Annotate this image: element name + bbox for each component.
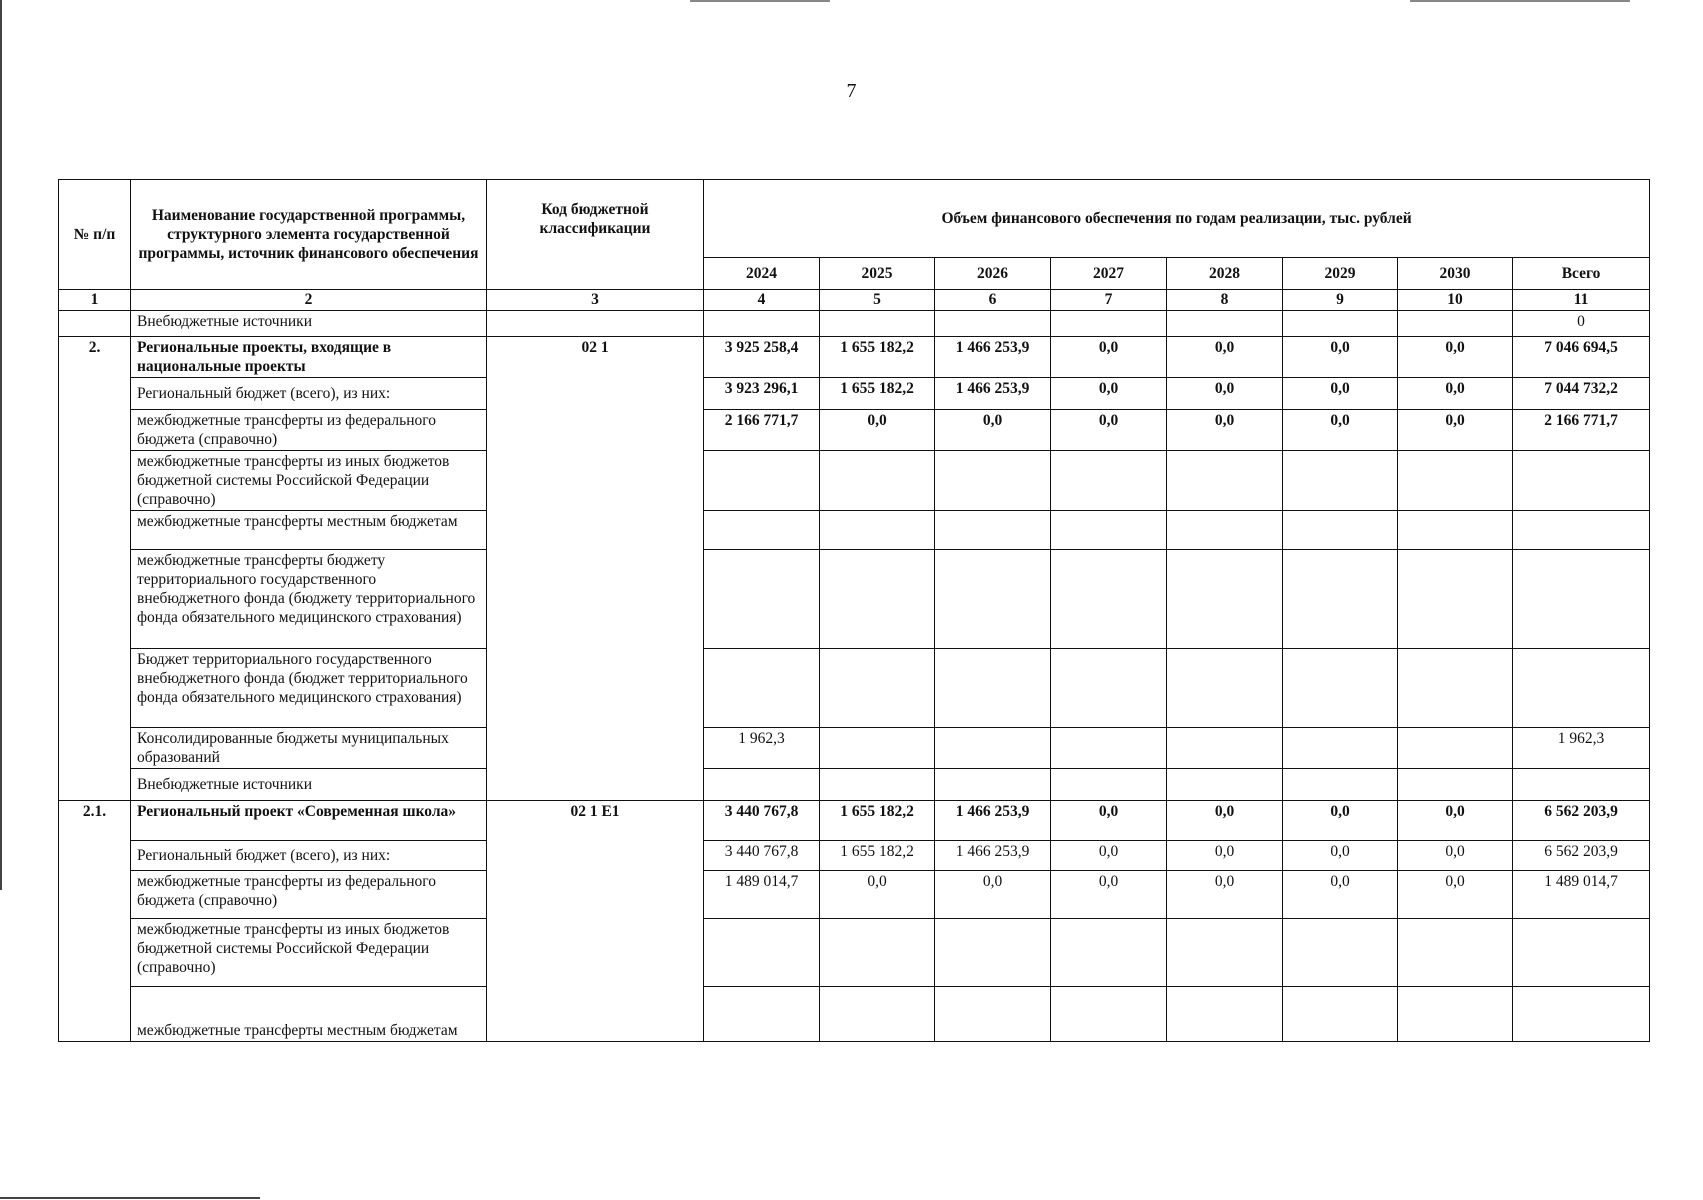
value-cell: 2 166 771,7 xyxy=(704,410,820,451)
value-cell: 1 962,3 xyxy=(704,728,820,769)
row-name: межбюджетные трансферты из иных бюджетов бюджетной системы Российской Федерации (справочно) xyxy=(131,919,487,987)
value-cell: 0,0 xyxy=(1051,801,1167,841)
column-number: 8 xyxy=(1167,290,1283,311)
header-row xyxy=(59,180,1650,258)
value-cell: 0,0 xyxy=(1283,410,1398,451)
value-cell: 1 655 182,2 xyxy=(820,337,935,378)
value-cell: 0,0 xyxy=(1398,337,1513,378)
value-cell: 3 923 296,1 xyxy=(704,378,820,410)
table-row xyxy=(59,410,1650,451)
row-name: Региональный проект «Современная школа» xyxy=(131,801,487,841)
header-total: Всего xyxy=(1513,258,1650,290)
table-row xyxy=(59,919,1650,987)
value-cell: 0,0 xyxy=(1051,378,1167,410)
header-year: 2027 xyxy=(1051,258,1167,290)
value-cell: 0,0 xyxy=(1167,871,1283,919)
row-name: межбюджетные трансферты бюджету территориального государственного внебюджетного фонда (бюджету территориального фонда обязательного медицинского страхования) xyxy=(131,550,487,649)
table-row xyxy=(59,550,1650,649)
row-name: межбюджетные трансферты местным бюджетам xyxy=(131,511,487,550)
table-row xyxy=(59,728,1650,769)
value-cell: 3 925 258,4 xyxy=(704,337,820,378)
value-cell: 0,0 xyxy=(1051,410,1167,451)
value-cell: 0,0 xyxy=(1167,841,1283,871)
value-cell: 0,0 xyxy=(1398,841,1513,871)
value-cell: 0,0 xyxy=(1167,337,1283,378)
value-cell: 0,0 xyxy=(1398,801,1513,841)
value-cell: 0,0 xyxy=(1283,801,1398,841)
value-cell: 1 655 182,2 xyxy=(820,801,935,841)
column-number: 2 xyxy=(131,290,487,311)
header-col-name: Наименование государственной программы, структурного элемента государственной программы, источник финансового обеспечения xyxy=(131,180,487,290)
header-year: 2026 xyxy=(935,258,1051,290)
header-col-code: Код бюджетной классификации xyxy=(487,180,704,290)
value-cell: 1 489 014,7 xyxy=(1513,871,1650,919)
scan-top-mark xyxy=(690,0,830,2)
table-row xyxy=(59,511,1650,550)
row-index: 2.1. xyxy=(59,801,131,1042)
budget-table xyxy=(58,179,1650,1042)
value-cell: 3 440 767,8 xyxy=(704,841,820,871)
value-cell: 0,0 xyxy=(1167,378,1283,410)
value-cell: 3 440 767,8 xyxy=(704,801,820,841)
page-number: 7 xyxy=(846,80,857,102)
row-name: межбюджетные трансферты местным бюджетам xyxy=(131,987,487,1042)
value-cell: 1 489 014,7 xyxy=(704,871,820,919)
table-row xyxy=(59,649,1650,728)
column-number: 6 xyxy=(935,290,1051,311)
column-number: 9 xyxy=(1283,290,1398,311)
row-name: Внебюджетные источники xyxy=(131,769,487,801)
value-cell: 0,0 xyxy=(1051,871,1167,919)
value-cell: 1 962,3 xyxy=(1513,728,1650,769)
table-row xyxy=(59,987,1650,1042)
column-number: 11 xyxy=(1513,290,1650,311)
value-cell: 0,0 xyxy=(1167,410,1283,451)
table-row xyxy=(59,378,1650,410)
header-year: 2030 xyxy=(1398,258,1513,290)
value-cell: 0,0 xyxy=(1398,871,1513,919)
budget-code: 02 1 xyxy=(487,337,704,801)
value-cell: 6 562 203,9 xyxy=(1513,801,1650,841)
value-cell: 0,0 xyxy=(1283,841,1398,871)
value-cell: 6 562 203,9 xyxy=(1513,841,1650,871)
value-cell: 0,0 xyxy=(1283,378,1398,410)
scan-top-mark-right xyxy=(1410,0,1630,2)
value-cell: 0,0 xyxy=(1398,410,1513,451)
column-number: 10 xyxy=(1398,290,1513,311)
row-total: 0 xyxy=(1513,311,1650,337)
header-col-volume: Объем финансового обеспечения по годам реализации, тыс. рублей xyxy=(704,180,1650,258)
value-cell: 0,0 xyxy=(1283,871,1398,919)
value-cell: 1 466 253,9 xyxy=(935,801,1051,841)
value-cell: 1 466 253,9 xyxy=(935,378,1051,410)
value-cell: 0,0 xyxy=(935,871,1051,919)
value-cell: 7 044 732,2 xyxy=(1513,378,1650,410)
value-cell: 1 466 253,9 xyxy=(935,337,1051,378)
scan-left-border xyxy=(0,0,2,890)
row-name: Региональный бюджет (всего), из них: xyxy=(131,378,487,410)
table-row xyxy=(59,841,1650,871)
value-cell: 2 166 771,7 xyxy=(1513,410,1650,451)
header-col-no: № п/п xyxy=(59,180,131,290)
value-cell: 0,0 xyxy=(820,410,935,451)
header-year: 2025 xyxy=(820,258,935,290)
column-number: 7 xyxy=(1051,290,1167,311)
value-cell: 0,0 xyxy=(1167,801,1283,841)
column-number: 1 xyxy=(59,290,131,311)
row-name: межбюджетные трансферты из федерального бюджета (справочно) xyxy=(131,410,487,451)
row-name: Региональные проекты, входящие в национальные проекты xyxy=(131,337,487,378)
row-name: Региональный бюджет (всего), из них: xyxy=(131,841,487,871)
column-numbers-row xyxy=(59,290,1650,311)
header-year: 2028 xyxy=(1167,258,1283,290)
row-name: Бюджет территориального государственного внебюджетного фонда (бюджет территориального фонда обязательного медицинского страхования) xyxy=(131,649,487,728)
header-year: 2024 xyxy=(704,258,820,290)
row-name: межбюджетные трансферты из иных бюджетов бюджетной системы Российской Федерации (справочно) xyxy=(131,451,487,511)
column-number: 4 xyxy=(704,290,820,311)
value-cell: 0,0 xyxy=(1283,337,1398,378)
table-row xyxy=(59,311,1650,337)
header-year: 2029 xyxy=(1283,258,1398,290)
table-row xyxy=(59,801,1650,841)
value-cell: 0,0 xyxy=(820,871,935,919)
value-cell: 1 655 182,2 xyxy=(820,378,935,410)
table-row xyxy=(59,337,1650,378)
column-number: 5 xyxy=(820,290,935,311)
column-number: 3 xyxy=(487,290,704,311)
row-name: Консолидированные бюджеты муниципальных образований xyxy=(131,728,487,769)
row-index: 2. xyxy=(59,337,131,801)
table-row xyxy=(59,871,1650,919)
value-cell: 0,0 xyxy=(1051,337,1167,378)
table-row xyxy=(59,451,1650,511)
value-cell: 0,0 xyxy=(935,410,1051,451)
scan-bottom-border xyxy=(0,1197,260,1199)
row-name: Внебюджетные источники xyxy=(131,311,487,337)
budget-code: 02 1 Е1 xyxy=(487,801,704,1042)
table-row xyxy=(59,769,1650,801)
value-cell: 7 046 694,5 xyxy=(1513,337,1650,378)
value-cell: 1 466 253,9 xyxy=(935,841,1051,871)
value-cell: 0,0 xyxy=(1398,378,1513,410)
value-cell: 0,0 xyxy=(1051,841,1167,871)
value-cell: 1 655 182,2 xyxy=(820,841,935,871)
row-name: межбюджетные трансферты из федерального бюджета (справочно) xyxy=(131,871,487,919)
